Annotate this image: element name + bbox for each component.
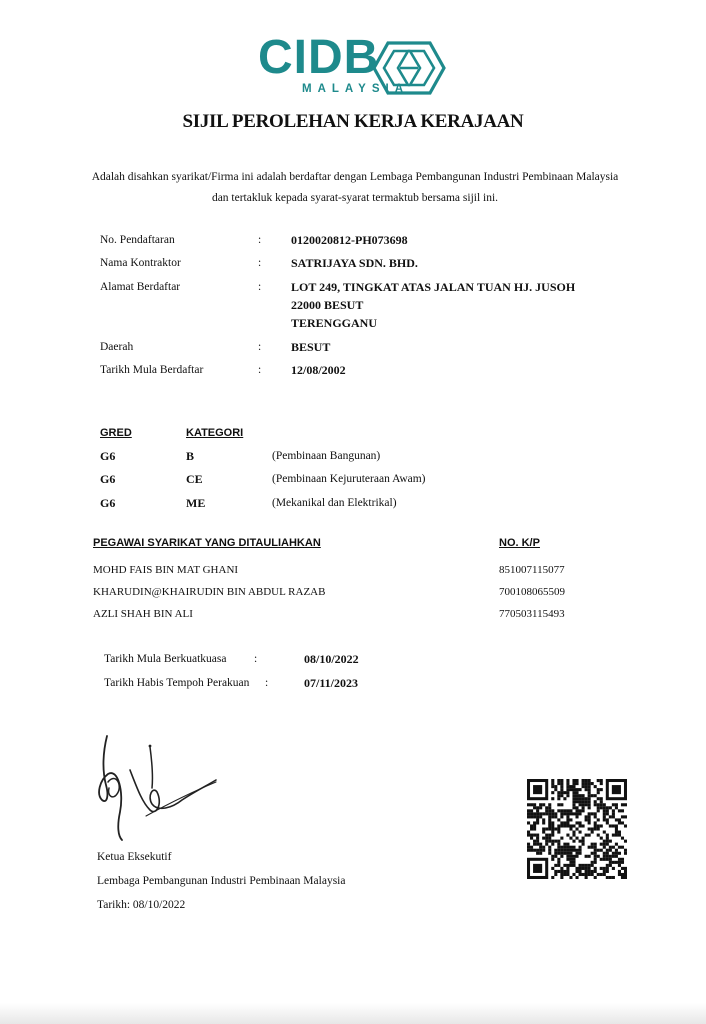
colon: : — [258, 234, 262, 246]
grade-row-desc: (Pembinaan Kejuruteraan Awam) — [272, 473, 426, 485]
personnel-name: AZLI SHAH BIN ALI — [93, 608, 193, 620]
colon: : — [254, 653, 258, 665]
grade-row-kategori: B — [186, 449, 195, 463]
daerah-value: BESUT — [291, 340, 331, 354]
personnel-ic: 770503115493 — [499, 608, 565, 620]
ic-header: NO. K/P — [499, 537, 540, 549]
start-date-value: 08/10/2022 — [304, 652, 359, 666]
gred-header: GRED — [100, 427, 132, 439]
kategori-header: KATEGORI — [186, 427, 244, 439]
signature — [90, 730, 225, 845]
alamat-line-3: TERENGGANU — [291, 316, 378, 330]
start-date-label: Tarikh Mula Berkuatkuasa — [104, 653, 227, 665]
grade-row-desc: (Mekanikal dan Elektrikal) — [272, 497, 397, 509]
personnel-header: PEGAWAI SYARIKAT YANG DITAULIAHKAN — [93, 537, 321, 549]
personnel-ic: 700108065509 — [499, 586, 565, 598]
signatory-date: Tarikh: 08/10/2022 — [97, 899, 186, 911]
grade-row-gred: G6 — [100, 496, 116, 510]
end-date-value: 07/11/2023 — [304, 676, 359, 690]
page-edge-shadow — [0, 1003, 706, 1024]
personnel-name: KHARUDIN@KHAIRUDIN BIN ABDUL RAZAB — [93, 586, 326, 598]
certificate-title: SIJIL PEROLEHAN KERJA KERAJAAN — [182, 111, 524, 132]
colon: : — [258, 281, 262, 293]
alamat-line-2: 22000 BESUT — [291, 298, 364, 312]
nama-kontraktor-value: SATRIJAYA SDN. BHD. — [291, 256, 418, 270]
grade-row-kategori: CE — [186, 472, 203, 486]
daerah-label: Daerah — [100, 341, 134, 353]
signatory-title: Ketua Eksekutif — [97, 851, 172, 863]
grade-row-gred: G6 — [100, 472, 116, 486]
intro-paragraph: Adalah disahkan syarikat/Firma ini adalah berdaftar dengan Lembaga Pembangunan Industri Pembinaan Malaysia dan tertakluk kepada syarat-syarat termaktub bersama sijil ini. — [91, 171, 619, 204]
signatory-org: Lembaga Pembangunan Industri Pembinaan Malaysia — [97, 875, 346, 887]
tarikh-mula-label: Tarikh Mula Berdaftar — [100, 364, 204, 376]
personnel-ic: 851007115077 — [499, 564, 565, 576]
colon: : — [258, 257, 262, 269]
colon: : — [258, 364, 262, 376]
qr-code-icon — [527, 779, 627, 879]
colon: : — [258, 341, 262, 353]
grade-row-gred: G6 — [100, 449, 116, 463]
personnel-name: MOHD FAIS BIN MAT GHANI — [93, 564, 239, 576]
colon: : — [265, 677, 269, 689]
logo-hexagon-icon — [372, 40, 446, 96]
grade-row-desc: (Pembinaan Bangunan) — [272, 450, 381, 462]
end-date-label: Tarikh Habis Tempoh Perakuan — [104, 677, 250, 689]
logo-text: CIDB — [258, 31, 380, 84]
alamat-line-1: LOT 249, TINGKAT ATAS JALAN TUAN HJ. JUSOH — [291, 280, 576, 294]
logo-subtext: MALAYSIA — [302, 83, 409, 95]
no-pendaftaran-label: No. Pendaftaran — [100, 234, 175, 246]
nama-kontraktor-label: Nama Kontraktor — [100, 257, 181, 269]
alamat-label: Alamat Berdaftar — [100, 281, 181, 293]
grade-row-kategori: ME — [186, 496, 206, 510]
tarikh-mula-value: 12/08/2002 — [291, 363, 346, 377]
no-pendaftaran-value: 0120020812-PH073698 — [291, 233, 408, 247]
